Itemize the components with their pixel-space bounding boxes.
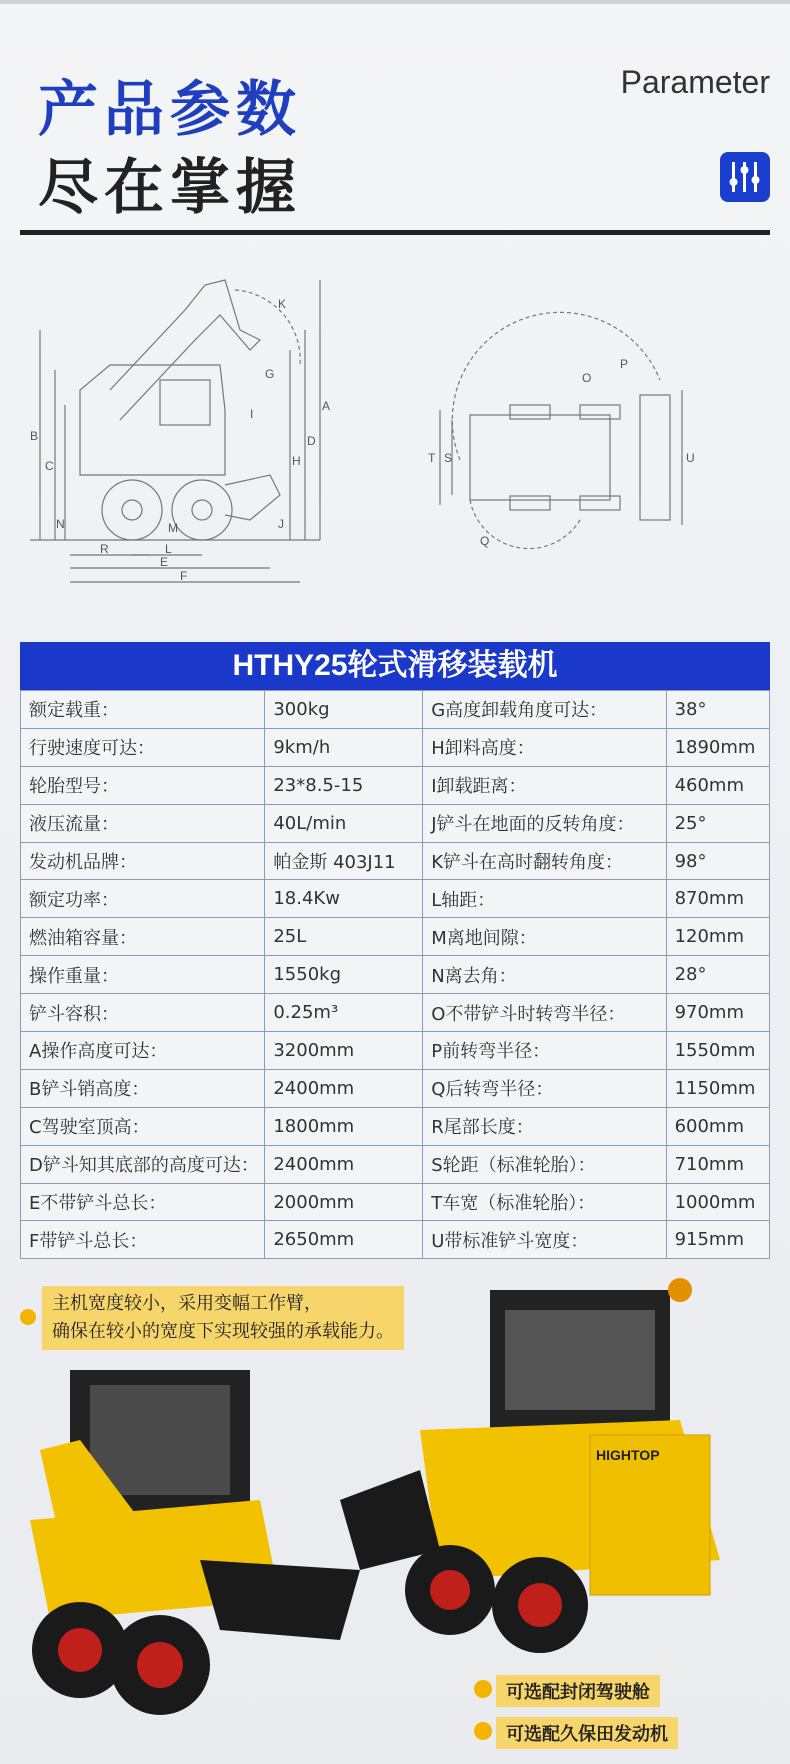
diagram-label-R: R: [100, 542, 109, 556]
spec-value: 2000mm: [265, 1183, 423, 1221]
spec-row: [21, 804, 770, 842]
spec-table: [20, 690, 770, 1259]
spec-value: 1150mm: [666, 1069, 769, 1107]
spec-row: [21, 728, 770, 766]
spec-label: Q后转弯半径：: [423, 1069, 666, 1107]
spec-label: 液压流量：: [21, 804, 265, 842]
spec-value: 600mm: [666, 1107, 769, 1145]
spec-label: C驾驶室顶高：: [21, 1107, 265, 1145]
diagram-label-B: B: [30, 429, 39, 443]
diagram-label-M: M: [168, 521, 178, 535]
spec-value: 0.25m³: [265, 994, 423, 1032]
option2-bullet: [474, 1722, 492, 1740]
spec-value: 300kg: [265, 691, 423, 729]
spec-label: 燃油箱容量：: [21, 918, 265, 956]
diagram-label-H: H: [292, 454, 301, 468]
spec-value: 915mm: [666, 1221, 769, 1259]
spec-label: E不带铲斗总长：: [21, 1183, 265, 1221]
diagram-label-J: J: [278, 517, 284, 531]
sliders-icon: [720, 152, 770, 202]
spec-value: 460mm: [666, 766, 769, 804]
skid-steer-left-image: [30, 1370, 360, 1715]
spec-label: 操作重量：: [21, 956, 265, 994]
spec-row: [21, 880, 770, 918]
spec-label: 轮胎型号：: [21, 766, 265, 804]
option1-label: 可选配封闭驾驶舱: [496, 1675, 660, 1707]
diagram-label-F: F: [180, 569, 188, 583]
spec-label: A操作高度可达：: [21, 1032, 265, 1070]
spec-value: 1890mm: [666, 728, 769, 766]
spec-value: 25L: [265, 918, 423, 956]
spec-value: 970mm: [666, 994, 769, 1032]
feature-note-line2: 确保在较小的宽度下实现较强的承载能力。: [52, 1321, 394, 1342]
spec-row: [21, 994, 770, 1032]
diagram-label-O: O: [582, 371, 592, 385]
diagram-label-I: I: [250, 407, 254, 421]
spec-value: 870mm: [666, 880, 769, 918]
spec-label: J铲斗在地面的反转角度：: [423, 804, 666, 842]
spec-value: 2400mm: [265, 1145, 423, 1183]
page-title-line1: 产品参数: [38, 75, 302, 145]
diagram-label-Q: Q: [480, 534, 490, 548]
machine-brand-label: HIGHTOP: [596, 1447, 660, 1463]
spec-label: 额定载重：: [21, 691, 265, 729]
spec-value: 1550mm: [666, 1032, 769, 1070]
dimension-diagrams: [20, 270, 770, 620]
spec-label: M离地间隙：: [423, 918, 666, 956]
diagram-label-D: D: [307, 434, 316, 448]
header-divider: [20, 230, 770, 235]
spec-label: F带铲斗总长：: [21, 1221, 265, 1259]
diagram-label-U: U: [686, 451, 695, 465]
spec-label: B铲斗销高度：: [21, 1069, 265, 1107]
spec-value: 120mm: [666, 918, 769, 956]
diagram-label-E: E: [160, 555, 169, 569]
spec-value: 1000mm: [666, 1183, 769, 1221]
spec-table-title: HTHY25轮式滑移装载机: [20, 642, 770, 690]
diagram-label-P: P: [620, 357, 629, 371]
diagram-label-T: T: [428, 451, 436, 465]
page-subtitle: Parameter: [620, 64, 770, 100]
diagram-label-N: N: [56, 517, 65, 531]
spec-value: 9km/h: [265, 728, 423, 766]
spec-label: K铲斗在高时翻转角度：: [423, 842, 666, 880]
spec-label: P前转弯半径：: [423, 1032, 666, 1070]
side-view-drawing: [30, 280, 320, 582]
spec-label: U带标准铲斗宽度：: [423, 1221, 666, 1259]
top-view-drawing: [440, 312, 682, 548]
top-strip: [0, 0, 790, 4]
diagram-label-A: A: [322, 399, 331, 413]
spec-value: 40L/min: [265, 804, 423, 842]
diagram-label-S: S: [444, 451, 453, 465]
spec-row: [21, 1145, 770, 1183]
spec-row: [21, 1183, 770, 1221]
spec-row: [21, 1107, 770, 1145]
spec-row: [21, 1221, 770, 1259]
spec-row: [21, 956, 770, 994]
spec-label: N离去角：: [423, 956, 666, 994]
spec-label: G高度卸载角度可达：: [423, 691, 666, 729]
spec-value: 25°: [666, 804, 769, 842]
spec-value: 28°: [666, 956, 769, 994]
spec-label: 铲斗容积：: [21, 994, 265, 1032]
option1-bullet: [474, 1680, 492, 1698]
skid-steer-right-image: [340, 1278, 720, 1653]
option2-label: 可选配久保田发动机: [496, 1717, 678, 1749]
spec-row: [21, 842, 770, 880]
spec-value: 2400mm: [265, 1069, 423, 1107]
skid-steer-images: [20, 1270, 780, 1740]
spec-value: 18.4Kw: [265, 880, 423, 918]
top-view-labels: [428, 357, 695, 548]
spec-row: [21, 1032, 770, 1070]
spec-row: [21, 918, 770, 956]
spec-label: L轴距：: [423, 880, 666, 918]
spec-value: 帕金斯 403J11: [265, 842, 423, 880]
spec-label: O不带铲斗时转弯半径：: [423, 994, 666, 1032]
page-title-line2: 尽在掌握: [38, 153, 302, 223]
spec-label: R尾部长度：: [423, 1107, 666, 1145]
spec-value: 38°: [666, 691, 769, 729]
diagram-label-G: G: [265, 367, 275, 381]
diagram-label-C: C: [45, 459, 54, 473]
spec-label: D铲斗知其底部的高度可达：: [21, 1145, 265, 1183]
spec-value: 1550kg: [265, 956, 423, 994]
spec-label: I卸载距离：: [423, 766, 666, 804]
spec-row: [21, 766, 770, 804]
diagram-label-L: L: [165, 542, 172, 556]
spec-row: [21, 691, 770, 729]
spec-value: 98°: [666, 842, 769, 880]
feature-note-line1: 主机宽度较小，采用变幅工作臂，: [52, 1293, 322, 1314]
spec-label: S轮距（标准轮胎）：: [423, 1145, 666, 1183]
spec-value: 2650mm: [265, 1221, 423, 1259]
spec-value: 3200mm: [265, 1032, 423, 1070]
spec-value: 710mm: [666, 1145, 769, 1183]
spec-label: H卸料高度：: [423, 728, 666, 766]
spec-row: [21, 1069, 770, 1107]
spec-value: 23*8.5-15: [265, 766, 423, 804]
spec-label: 额定功率：: [21, 880, 265, 918]
diagram-label-K: K: [278, 297, 287, 311]
spec-value: 1800mm: [265, 1107, 423, 1145]
spec-label: 行驶速度可达：: [21, 728, 265, 766]
spec-label: T车宽（标准轮胎）：: [423, 1183, 666, 1221]
spec-label: 发动机品牌：: [21, 842, 265, 880]
